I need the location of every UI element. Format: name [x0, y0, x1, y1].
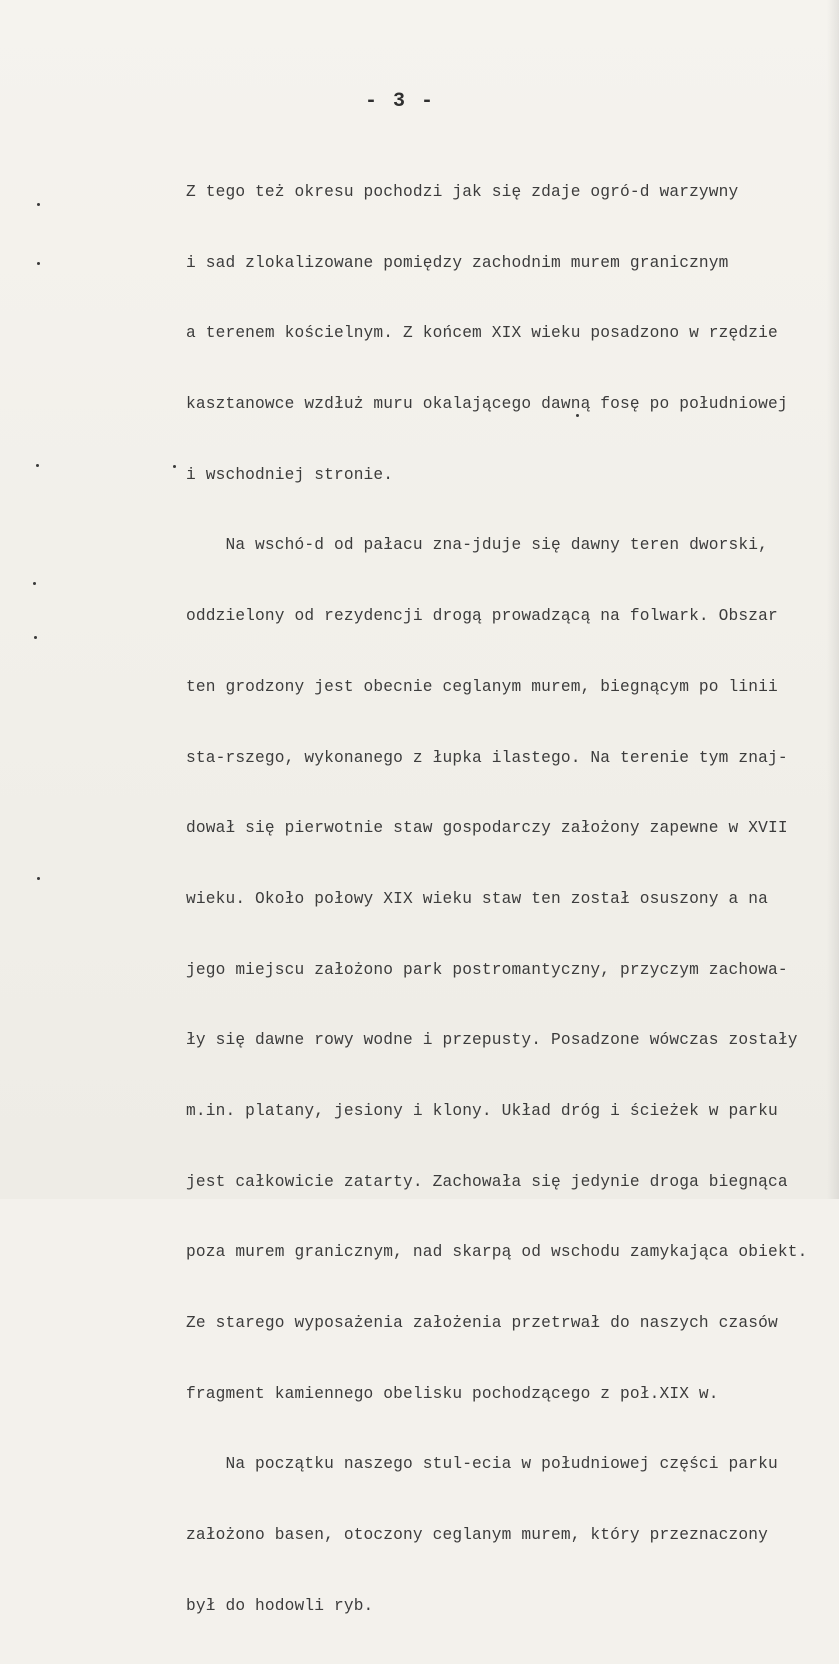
body-text — [186, 144, 826, 1664]
scan-speck — [37, 877, 40, 880]
text-line: ten grodzony jest obecnie ceglanym murem, biegnącym po linii — [186, 677, 778, 696]
text-line: ły się dawne rowy wodne i przepusty. Posadzone wówczas zostały — [186, 1031, 798, 1050]
text-line: i wschodniej stronie. — [186, 465, 394, 484]
text-line: i sad zlokalizowane pomiędzy zachodnim murem granicznym — [186, 253, 729, 272]
text-line: poza murem granicznym, nad skarpą od wschodu zamykająca obiekt. — [186, 1243, 808, 1262]
text-line: kasztanowce wzdłuż muru okalającego dawną fosę po południowej — [186, 395, 788, 414]
text-line: założono basen, otoczony ceglanym murem, który przeznaczony — [186, 1526, 768, 1545]
text-line: oddzielony od rezydencji drogą prowadzącą na folwark. Obszar — [186, 607, 778, 626]
text-line: a terenem kościelnym. Z końcem XIX wieku posadzono w rzędzie — [186, 324, 778, 343]
text-line: m.in. platany, jesiony i klony. Układ dróg i ścieżek w parku — [186, 1101, 778, 1120]
text-line: jego miejscu założono park postromantyczny, przyczym zachowa- — [186, 960, 788, 979]
text-line: dował się pierwotnie staw gospodarczy założony zapewne w XVII — [186, 819, 788, 838]
scan-speck — [37, 262, 40, 265]
text-line: Ze starego wyposażenia założenia przetrwał do naszych czasów — [186, 1314, 778, 1332]
scan-speck — [37, 203, 40, 206]
scan-speck — [33, 582, 36, 585]
text-line: wieku. Około połowy XIX wieku staw ten został osuszony a na — [186, 889, 768, 908]
text-line: był do hodowli ryb. — [186, 1596, 374, 1615]
text-line: sta-rszego, wykonanego z łupka ilastego. Na terenie tym znaj- — [186, 748, 788, 767]
text-line: fragment kamiennego obelisku pochodzącego z poł.XIX w. — [186, 1384, 719, 1403]
text-line: Na początku naszego stul-ecia w południowej części parku — [186, 1455, 778, 1474]
scan-speck — [173, 465, 176, 468]
text-line: Na wschó-d od pałacu zna-jduje się dawny teren dworski, — [186, 536, 768, 555]
scan-speck — [36, 464, 39, 467]
scan-speck — [34, 636, 37, 639]
scan-speck — [576, 414, 579, 417]
page-number: - 3 - — [364, 90, 435, 113]
text-line: Z tego też okresu pochodzi jak się zdaje ogró-d warzywny — [186, 183, 739, 201]
text-line: jest całkowicie zatarty. Zachowała się jedynie droga biegnąca — [186, 1172, 788, 1191]
page-edge-shadow — [827, 0, 839, 1199]
